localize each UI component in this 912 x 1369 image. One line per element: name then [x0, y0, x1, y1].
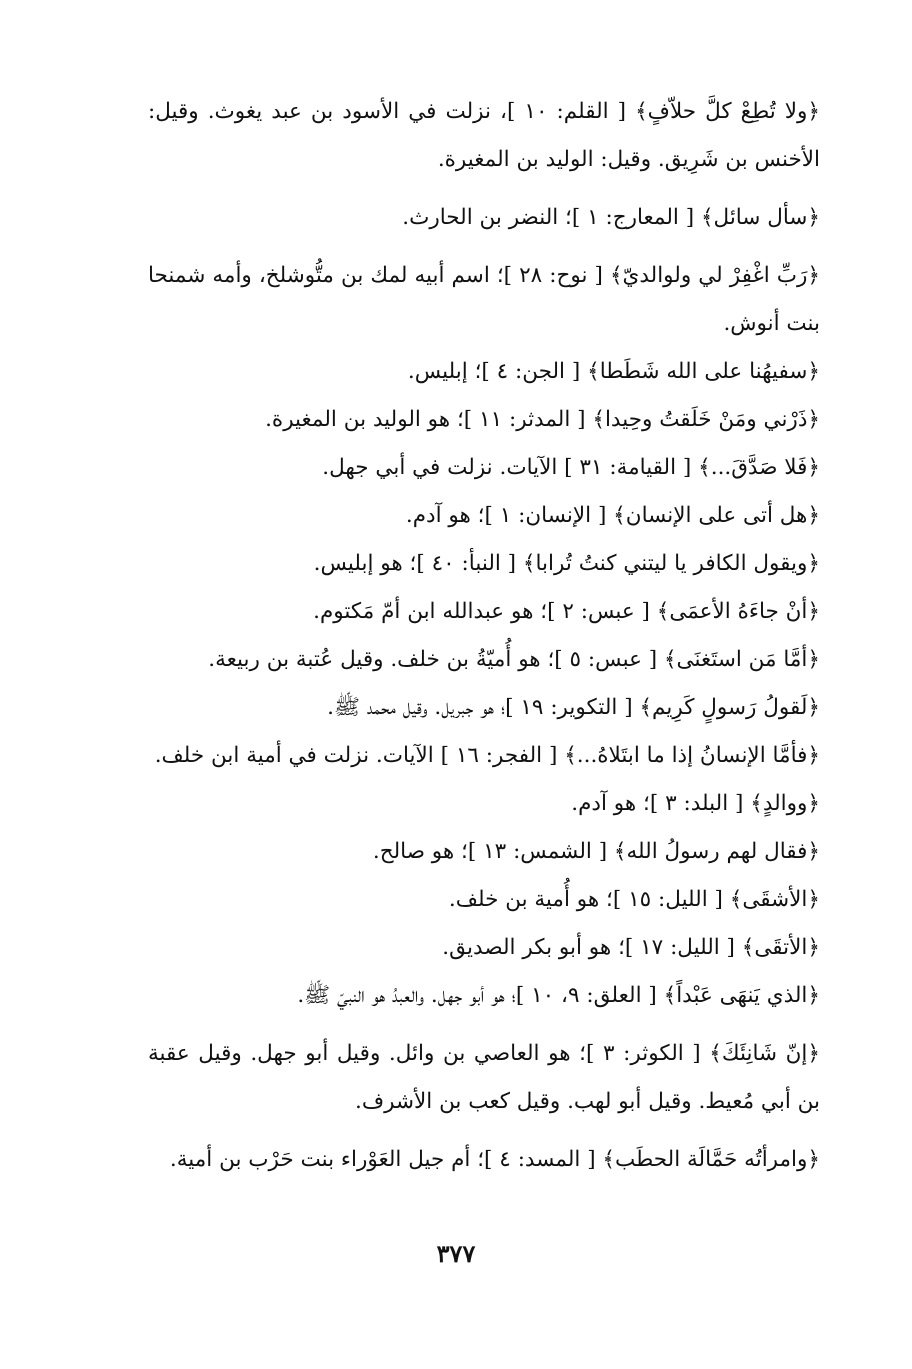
- entry: ﴿هل أتى على الإنسان﴾ [ الإنسان: ١ ]؛ هو آدم.: [405, 503, 820, 528]
- entry: ﴿أمَّا مَن استَغنَى﴾ [ عبس: ٥ ]؛ هو أُميّةُ بن خلف. وقيل عُتبة بن ربيعة.: [208, 647, 820, 672]
- entry: ﴿إنّ شَانِئَكَ﴾ [ الكوثر: ٣ ]؛ هو العاصي بن وائل. وقيل أبو جهل. وقيل عقبة بن أبي مُعيط. وقيل أبو لهب. وقيل كعب بن الأشرف.: [148, 1041, 820, 1114]
- entry: ﴿ولا تُطِعْ كلَّ حلاّفٍ﴾ [ القلم: ١٠ ]، نزلت في الأسود بن عبد يغوث. وقيل: الأخنس بن شَرِيق. وقيل: الوليد بن المغيرة.: [148, 99, 820, 172]
- page-number: ٣٧٧: [436, 1239, 476, 1268]
- entry: ﴿سفيهُنا على الله شَطَطا﴾ [ الجن: ٤ ]؛ إبليس.: [407, 359, 820, 384]
- entry: ﴿فَلا صَدَّقَ...﴾ [ القيامة: ٣١ ] الآيات. نزلت في أبي جهل.: [322, 455, 820, 480]
- entry: ﴿فأمَّا الإنسانُ إذا ما ابتَلاهُ...﴾ [ الفجر: ١٦ ] الآيات. نزلت في أمية ابن خلف.: [154, 743, 820, 768]
- entry: ﴿فقال لهم رسولُ الله﴾ [ الشمس: ١٣ ]؛ هو صالح.: [372, 839, 820, 864]
- entry: ﴿ذَرْني ومَنْ خَلَقتُ وحِيدا﴾ [ المدثر: ١١ ]؛ هو الوليد بن المغيرة.: [265, 407, 820, 432]
- entry: ﴿ووالدٍ﴾ [ البلد: ٣ ]؛ هو آدم.: [571, 791, 820, 816]
- entry: ﴿الأشقَى﴾ [ الليل: ١٥ ]؛ هو أُمية بن خلف.: [448, 887, 820, 912]
- entry: ﴿الذي يَنهَى عَبْداً﴾ [ العلق: ٩، ١٠ ]؛ هو أبو جهل. والعبدُ هو النبيّ ﷺ.: [297, 983, 820, 1008]
- entry-list: [148, 86, 820, 1184]
- entry: ﴿سأل سائل﴾ [ المعارج: ١ ]؛ النضر بن الحارث.: [402, 205, 820, 230]
- entry: ﴿وامرأتُه حَمَّالَة الحطَب﴾ [ المسد: ٤ ]؛ أم جيل العَوْراء بنت حَرْب بن أمية.: [169, 1147, 820, 1172]
- entry: ﴿لَقولُ رَسولٍ كَرِيم﴾ [ التكوير: ١٩ ]؛ هو جبريل. وقيل محمد ﷺ.: [327, 695, 820, 720]
- entry: ﴿الأتقَى﴾ [ الليل: ١٧ ]؛ هو أبو بكر الصديق.: [442, 935, 820, 960]
- entry: ﴿أنْ جاءَهُ الأعمَى﴾ [ عبس: ٢ ]؛ هو عبدالله ابن أمّ مَكتوم.: [313, 599, 820, 624]
- entry: ﴿رَبِّ اغْفِرْ لي ولوالديّ﴾ [ نوح: ٢٨ ]؛ اسم أبيه لمك بن متُّوشلخ، وأمه شمنحا بنت أنوش.: [148, 263, 820, 336]
- entry: ﴿ويقول الكافر يا ليتني كنتُ تُرابا﴾ [ النبأ: ٤٠ ]؛ هو إبليس.: [313, 551, 820, 576]
